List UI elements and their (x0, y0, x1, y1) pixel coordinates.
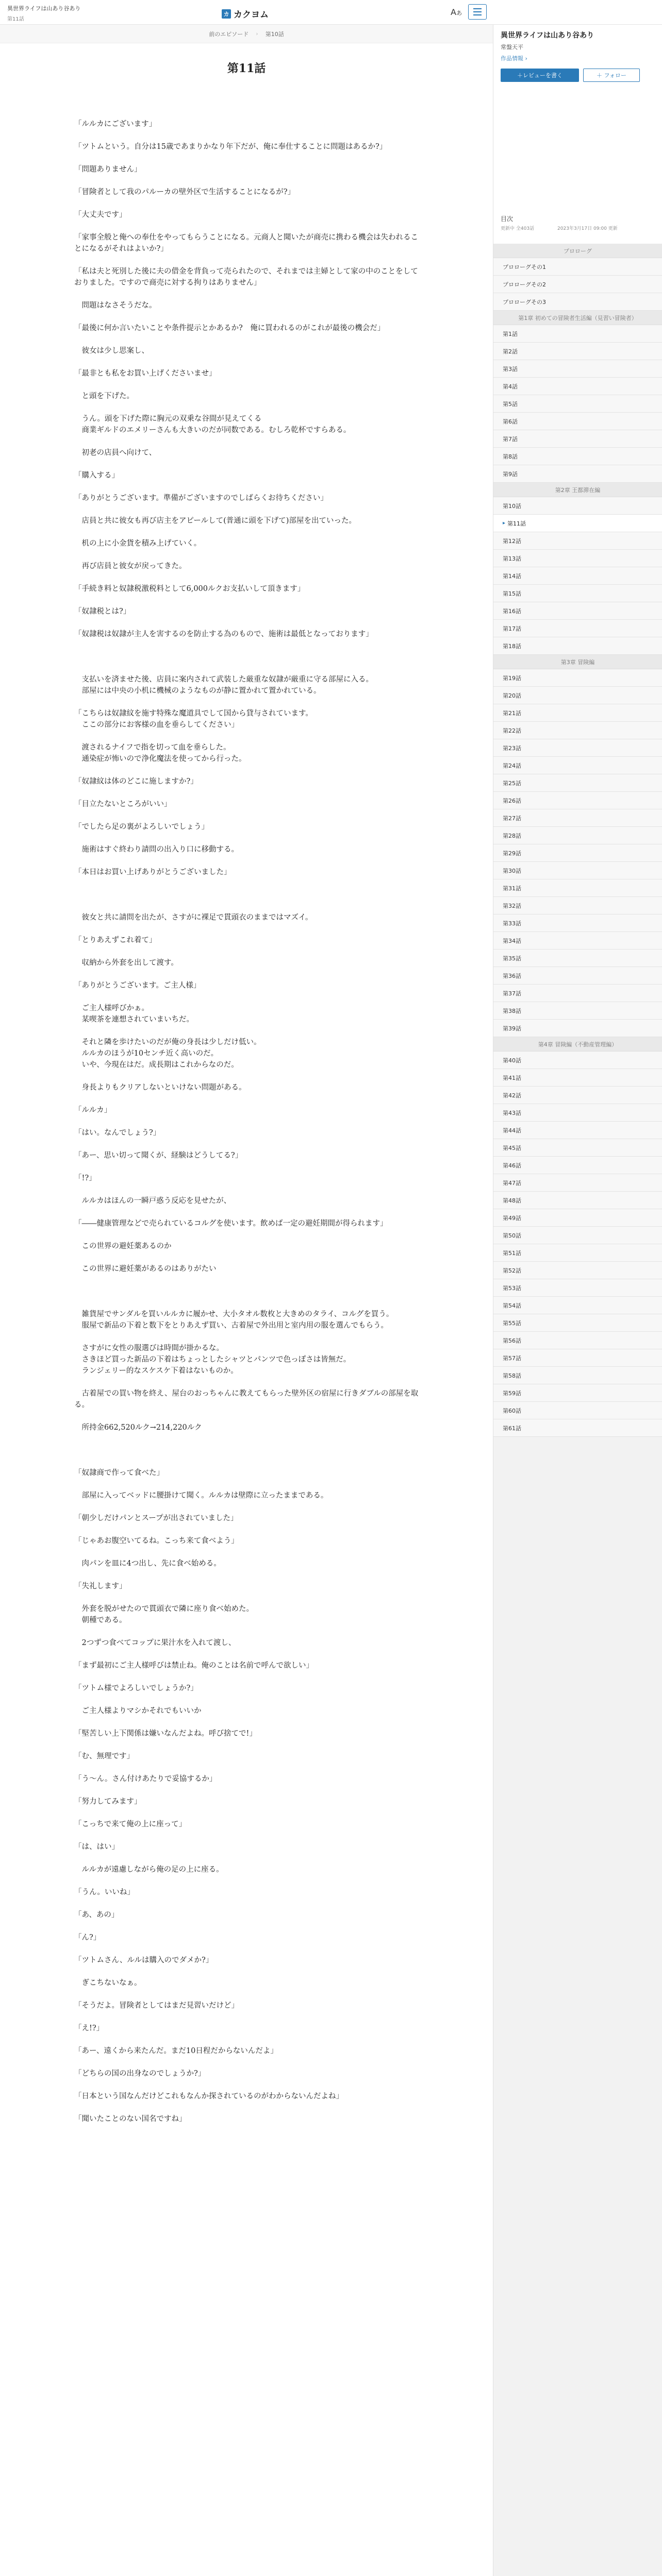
body-paragraph (74, 527, 419, 538)
body-paragraph: ルルカはほんの一瞬戸惑う反応を見せたが、 (74, 1197, 231, 1205)
body-paragraph (74, 878, 419, 889)
body-paragraph: この世界の避妊薬あるのか (74, 1242, 172, 1250)
body-paragraph: 「う～ん。さん付けあたりで妥協するか」 (74, 1775, 217, 1783)
toc-episode-link[interactable]: 第57話 (493, 1349, 662, 1367)
body-paragraph: 服屋で新品の下着と数下をとりあえず買い、古着屋で外出用と室内用の服を選んでもらう。 (74, 1321, 388, 1330)
body-paragraph (74, 255, 419, 266)
toc-episode-link[interactable]: 第5話 (493, 395, 662, 413)
body-paragraph: 「こちらは奴隷紋を施す特殊な魔道具でして国から貸与されています。 (74, 709, 313, 718)
body-paragraph (74, 1184, 419, 1195)
body-paragraph: ランジェリー的なスケスケ下着はないものか。 (74, 1367, 238, 1375)
font-size-toggle[interactable] (451, 7, 462, 17)
body-paragraph: 所持金662,520ルク→214,220ルク (74, 1423, 202, 1432)
body-paragraph: 「!?」 (74, 1174, 96, 1182)
body-paragraph (74, 572, 419, 583)
toc-episode-link[interactable]: 第25話 (493, 774, 662, 792)
body-paragraph (74, 1229, 419, 1241)
body-paragraph: 「問題ありません」 (74, 165, 142, 174)
top-header (0, 0, 662, 25)
body-paragraph: 店員と共に彼女も再び店主をアピールして(普通に頭を下げて)部屋を出ていった。 (74, 517, 356, 525)
body-paragraph (74, 1275, 419, 1286)
body-paragraph: 「あー、思い切って聞くが、経験はどうしてる?」 (74, 1151, 243, 1160)
body-paragraph (74, 175, 419, 187)
body-paragraph (74, 731, 419, 742)
toc-episode-link[interactable]: 第31話 (493, 879, 662, 897)
body-paragraph (74, 379, 419, 391)
body-paragraph: 「最非とも私をお買い上げくださいませ」 (74, 369, 217, 378)
toc-chapter-heading: 第3章 冒険編 (493, 655, 662, 669)
toc-episode-link[interactable]: 第60話 (493, 1402, 662, 1419)
body-paragraph: 「じゃあお腹空いてるね。こっち来て食べよう」 (74, 1537, 239, 1545)
toc-episode-link[interactable]: 第17話 (493, 620, 662, 637)
body-paragraph (74, 1875, 419, 1887)
body-paragraph (74, 1921, 419, 1932)
toc-episode-link[interactable]: 第46話 (493, 1157, 662, 1174)
toc-episode-link[interactable]: 第4話 (493, 378, 662, 395)
episode-body (74, 107, 419, 2576)
body-paragraph: ご主人様よりマシかそれでもいいか (74, 1707, 202, 1715)
toc-episode-link[interactable]: 第36話 (493, 967, 662, 985)
body-paragraph (74, 1286, 419, 1297)
body-paragraph (74, 1853, 419, 1864)
toc-episode-link[interactable]: 第59話 (493, 1384, 662, 1402)
logo-text: カクヨム (234, 10, 269, 20)
body-paragraph: 「――健康管理などで売られているコルグを使います。飲めば一定の避妊期間が得られます」 (74, 1219, 388, 1228)
toc-episode-link[interactable]: 第48話 (493, 1192, 662, 1209)
font-toggle-large: A (451, 7, 456, 17)
header-work-title[interactable]: 異世界ライフは山あり谷あり (7, 5, 81, 12)
toc-episode-link[interactable]: 第45話 (493, 1139, 662, 1157)
body-paragraph: 初老の店員へ向けて、 (74, 449, 157, 457)
body-paragraph: 「奴隷商で作って食べた」 (74, 1469, 164, 1477)
toc-episode-link[interactable]: 第33話 (493, 914, 662, 932)
body-paragraph: 「こっちで来て俺の上に座って」 (74, 1820, 187, 1828)
body-paragraph (74, 640, 419, 651)
body-paragraph (74, 1025, 419, 1037)
body-paragraph: さきほど買った新品の下着はちょっとしたシャツとパンツで色っぽさは皆無だ。 (74, 1355, 351, 1364)
toc-episode-link[interactable]: 第39話 (493, 1020, 662, 1037)
body-paragraph (74, 1739, 419, 1751)
body-paragraph (74, 651, 419, 663)
toc-episode-link[interactable]: 第13話 (493, 550, 662, 567)
sidebar-author[interactable]: 常盤天平 (501, 44, 523, 50)
toc-episode-link[interactable]: 第27話 (493, 809, 662, 827)
body-paragraph (74, 152, 419, 164)
toc-episode-link[interactable]: 第40話 (493, 1052, 662, 1069)
toc-episode-link[interactable]: 第1話 (493, 325, 662, 343)
body-paragraph: 「堅苦しい上下関係は嫌いなんだよね。呼び捨てで!」 (74, 1730, 257, 1738)
toc-heading: 目次 (501, 215, 514, 223)
body-paragraph: 「奴隷税は奴隷が主人を害するのを防止する為のもので、施術は最低となっております」 (74, 630, 373, 638)
body-paragraph: この世界に避妊薬があるのはありがたい (74, 1265, 217, 1273)
body-paragraph: ぎこちないなぁ。 (74, 1979, 142, 1987)
body-paragraph (74, 289, 419, 300)
toc-episode-link[interactable]: 第20話 (493, 687, 662, 704)
body-paragraph: 「奴隷紋は体のどこに施しますか?」 (74, 777, 198, 786)
body-paragraph (74, 2011, 419, 2023)
body-paragraph: 「冒険者として我のパルーカの壁外区で生活することになるが?」 (74, 188, 295, 196)
body-paragraph (74, 946, 419, 957)
toc-episode-link[interactable]: 第10話 (493, 497, 662, 515)
sidebar-work-title[interactable]: 異世界ライフは山あり谷あり (501, 31, 594, 40)
body-paragraph (74, 889, 419, 901)
body-paragraph (74, 1626, 419, 1637)
body-paragraph (74, 901, 419, 912)
body-paragraph (74, 991, 419, 1003)
body-paragraph (74, 810, 419, 821)
body-paragraph: ルルカが遠慮しながら俺の足の上に座る。 (74, 1866, 224, 1874)
toc-episode-link[interactable]: 第43話 (493, 1104, 662, 1122)
body-paragraph (74, 595, 419, 606)
body-paragraph: 「朝少しだけパンとスープが出されていました」 (74, 1514, 238, 1522)
toc-chapter-heading: 第1章 初めての冒険者生活編（見習い冒険者） (493, 311, 662, 325)
toc-episode-link[interactable]: 第34話 (493, 932, 662, 950)
body-paragraph: 収納から外套を出して渡す。 (74, 959, 178, 967)
body-paragraph: 「聞いたことのない国名ですね」 (74, 2115, 187, 2123)
body-paragraph (74, 1966, 419, 1977)
body-paragraph (74, 549, 419, 561)
breadcrumb-separator: › (256, 30, 258, 37)
body-paragraph: 「目立たないところがいい」 (74, 800, 172, 808)
follow-button[interactable]: ＋ フォロー (583, 69, 640, 82)
body-paragraph: 「どちらの国の出身なのでしょうか?」 (74, 2070, 206, 2078)
logo-icon: カ (222, 9, 231, 19)
body-paragraph: ここの部分にお客様の血を垂らしてください」 (74, 721, 239, 729)
body-paragraph: 部屋に入ってベッドに腰掛けて聞く。ルルカは壁際に立ったままである。 (74, 1492, 328, 1500)
body-paragraph (74, 1524, 419, 1535)
body-paragraph (74, 2079, 419, 2091)
body-paragraph: 机の上に小金貨を積み上げていく。 (74, 539, 202, 548)
body-paragraph (74, 765, 419, 776)
header-work-info[interactable] (7, 4, 80, 22)
toc-episode-link[interactable]: 第30話 (493, 862, 662, 879)
toc-episode-link[interactable]: 第22話 (493, 722, 662, 739)
toc-episode-link[interactable]: 第28話 (493, 827, 662, 844)
body-paragraph (74, 1411, 419, 1422)
body-paragraph (74, 1717, 419, 1728)
toc-episode-link[interactable]: 第23話 (493, 739, 662, 757)
breadcrumb-prev[interactable]: 前のエピソード (209, 30, 249, 38)
body-paragraph (74, 1671, 419, 1683)
body-paragraph (74, 311, 419, 323)
kakuyomu-logo[interactable] (222, 7, 269, 20)
body-paragraph (74, 107, 419, 118)
body-paragraph: 2つずつ食べてコップに果汁水を入れて渡し、 (74, 1639, 236, 1647)
toc-episode-link[interactable]: 第49話 (493, 1209, 662, 1227)
toc-episode-link[interactable]: 第14話 (493, 567, 662, 585)
header-episode-label: 第11話 (7, 16, 24, 22)
body-paragraph: 外套を脱がせたので貫頭衣で隣に座り食べ始めた。 (74, 1605, 254, 1613)
body-paragraph (74, 1592, 419, 1603)
write-review-button[interactable]: ＋レビューを書く (501, 69, 579, 82)
body-paragraph: 「購入する」 (74, 471, 119, 480)
toc-episode-link[interactable]: 第29話 (493, 844, 662, 862)
toc-episode-link[interactable]: 第58話 (493, 1367, 662, 1384)
body-paragraph: 「ありがとうございます。準備がございますのでしばらくお待ちください」 (74, 494, 328, 502)
hamburger-icon-line (473, 11, 482, 12)
toc-episode-link[interactable]: 第38話 (493, 1002, 662, 1020)
body-paragraph: 「あー、遠くから来たんだ。まだ10日程だからないんだよ」 (74, 2047, 278, 2055)
body-paragraph: 商業ギルドのエメリーさんも大きいのだが同数である。むしろ乾杯ですらある。 (74, 426, 351, 434)
body-paragraph (74, 1161, 419, 1173)
body-paragraph (74, 357, 419, 368)
font-toggle-small: あ (456, 10, 462, 16)
menu-button[interactable] (468, 4, 487, 20)
toc-episode-link[interactable]: 第41話 (493, 1069, 662, 1087)
body-paragraph (74, 1093, 419, 1105)
body-paragraph: うん。頭を下げた際に胸元の双乗な谷間が見えてくる (74, 415, 262, 423)
body-paragraph: 「む、無理です」 (74, 1752, 134, 1760)
table-of-contents (493, 244, 662, 1437)
toc-episode-link[interactable]: 第47話 (493, 1174, 662, 1192)
breadcrumb-episode[interactable]: 第10話 (265, 30, 284, 38)
body-paragraph: 「でしたら足の裏がよろしいでしょう」 (74, 823, 209, 831)
toc-episode-link[interactable]: プロローグその1 (493, 258, 662, 276)
toc-episode-link[interactable]: 第56話 (493, 1332, 662, 1349)
toc-chapter-heading: 第2章 王都滞在編 (493, 483, 662, 497)
body-paragraph (74, 1456, 419, 1467)
body-paragraph (74, 663, 419, 674)
body-paragraph: 通染症が怖いので浄化魔法を使ってから行った。 (74, 755, 246, 763)
body-paragraph (74, 1445, 419, 1456)
body-paragraph: 朝種である。 (74, 1616, 127, 1624)
body-paragraph: 「ツトムさん、ルルは購入のでダメか?」 (74, 1956, 213, 1964)
body-paragraph (74, 1479, 419, 1490)
toc-episode-link[interactable]: 第61話 (493, 1419, 662, 1437)
toc-chapter-heading: 第4章 冒険編（不動産管理編） (493, 1037, 662, 1052)
toc-episode-link[interactable]: 第52話 (493, 1262, 662, 1279)
sidebar-actions (501, 69, 655, 82)
body-paragraph (74, 198, 419, 209)
toc-episode-link[interactable]: 第19話 (493, 669, 662, 687)
body-paragraph (74, 402, 419, 413)
body-paragraph (74, 1943, 419, 1955)
body-paragraph: さすがに女性の服選びは時間が掛かるな。 (74, 1344, 224, 1352)
body-paragraph (74, 504, 419, 515)
body-paragraph: 「手続き料と奴隷税激税料として6,000ルクお支払いして頂きます」 (74, 585, 305, 593)
episode-title: 第11話 (227, 62, 266, 75)
body-paragraph (74, 617, 419, 629)
toc-episode-link[interactable]: 第37話 (493, 985, 662, 1002)
body-paragraph (74, 1331, 419, 1343)
breadcrumb (0, 25, 493, 43)
toc-episode-link[interactable]: 第18話 (493, 637, 662, 655)
body-paragraph: 「ありがとうございます。ご主人様」 (74, 981, 201, 990)
body-paragraph: 「失礼します」 (74, 1582, 127, 1590)
toc-episode-link[interactable]: 第16話 (493, 602, 662, 620)
body-paragraph: 「努力してみます」 (74, 1798, 142, 1806)
body-paragraph (74, 1071, 419, 1082)
body-paragraph (74, 334, 419, 345)
toc-episode-link[interactable]: 第50話 (493, 1227, 662, 1244)
body-paragraph: 彼女は少し思案し、 (74, 347, 149, 355)
body-paragraph: 肉パンを皿に4つ出し、先に食べ始める。 (74, 1560, 221, 1568)
body-paragraph: 雑貨屋でサンダルを買いルルカに履かせ、大小タオル数枚と大きめのタライ、コルグを買う。 (74, 1310, 394, 1318)
body-paragraph: 「ツトム様でよろしいでしょうか?」 (74, 1684, 198, 1692)
body-paragraph: 身長よりもクリアしないといけない問題がある。 (74, 1083, 246, 1092)
body-paragraph: 某喫茶を連想されていまいちだ。 (74, 1015, 194, 1024)
body-paragraph: 「ツトムという。自分は15歳であまりかなり年下だが、俺に奉仕することに問題はあるか?」 (74, 143, 387, 151)
body-paragraph (74, 2034, 419, 2045)
body-paragraph (74, 2102, 419, 2113)
body-paragraph (74, 459, 419, 470)
toc-episode-link[interactable]: 第44話 (493, 1122, 662, 1139)
body-paragraph (74, 221, 419, 232)
toc-episode-link[interactable]: 第9話 (493, 465, 662, 483)
body-paragraph: 「ルルカ」 (74, 1106, 112, 1114)
body-paragraph: 支払いを済ませた後、店員に案内されて武装した厳重な奴隷が厳重に守る部屋に入る。 (74, 675, 373, 684)
body-paragraph: 「本日はお買い上げありがとうございました」 (74, 868, 231, 876)
body-paragraph (74, 1433, 419, 1445)
body-paragraph (74, 130, 419, 141)
body-paragraph (74, 1377, 419, 1388)
body-paragraph (74, 1139, 419, 1150)
toc-episode-link[interactable]: 第2話 (493, 343, 662, 360)
body-paragraph: 「私は夫と死別した後に夫の借金を背負って売られたので、それまでは主婦として家の中のことをしておりました。ですので商売に対する拘りはありません」 (74, 267, 418, 287)
body-paragraph: 「は、はい」 (74, 1843, 119, 1851)
body-paragraph (74, 1297, 419, 1309)
body-paragraph (74, 833, 419, 844)
toc-episode-link[interactable]: 第26話 (493, 792, 662, 809)
toc-meta: 更新中 全403話 2023年3月17日 09:00 更新 (501, 226, 618, 231)
body-paragraph: 「とりあえずこれ着て」 (74, 936, 157, 944)
toc-chapter-heading: プロローグ (493, 244, 662, 258)
toc-episode-link[interactable]: 第54話 (493, 1297, 662, 1314)
toc-episode-link[interactable]: 第3話 (493, 360, 662, 378)
toc-episode-link[interactable]: 第32話 (493, 897, 662, 914)
body-paragraph: いや、今現在はだ。成長期はこれからなのだ。 (74, 1061, 239, 1069)
toc-episode-link[interactable]: 第7話 (493, 430, 662, 448)
body-paragraph (74, 969, 419, 980)
body-paragraph: 彼女と共に請問を出たが、さすがに裸足で貫頭衣のままではマズイ。 (74, 913, 313, 922)
toc-episode-link[interactable]: 第8話 (493, 448, 662, 465)
body-paragraph: 渡されるナイフで指を切って血を垂らした。 (74, 743, 231, 752)
body-paragraph (74, 1989, 419, 2000)
body-paragraph (74, 1694, 419, 1705)
toc-episode-link[interactable]: 第53話 (493, 1279, 662, 1297)
toc-episode-link[interactable]: 第21話 (493, 704, 662, 722)
sidebar (493, 25, 662, 2576)
body-paragraph (74, 855, 419, 867)
body-paragraph (74, 1785, 419, 1796)
body-paragraph: 「はい。なんでしょう?」 (74, 1129, 161, 1137)
toc-episode-link[interactable]: ▸ 第11話 (493, 515, 662, 532)
body-paragraph (74, 1252, 419, 1263)
body-paragraph: 「家事全般と俺への奉仕をやってもらうことになる。元商人と聞いたが商売に携わる機会は失われることになるがそれはよいか?」 (74, 233, 418, 253)
toc-episode-link[interactable]: 第6話 (493, 413, 662, 430)
work-info-link[interactable]: 作品情報 › (501, 55, 527, 62)
body-paragraph (74, 1501, 419, 1513)
body-paragraph: 「そうだよ。冒険者としてはまだ見習いだけど」 (74, 2002, 239, 2010)
body-paragraph (74, 2057, 419, 2068)
toc-episode-link[interactable]: プロローグその3 (493, 293, 662, 311)
body-paragraph: 「え!?」 (74, 2024, 104, 2032)
body-paragraph (74, 481, 419, 493)
body-paragraph (74, 436, 419, 447)
body-paragraph: 「あ、あの」 (74, 1911, 119, 1919)
body-paragraph: 「大丈夫です」 (74, 211, 127, 219)
body-paragraph (74, 1807, 419, 1819)
body-paragraph: 「ルルカにございます」 (74, 120, 157, 128)
toc-episode-link[interactable]: 第55話 (493, 1314, 662, 1332)
body-paragraph: ご主人様呼びかぁ。 (74, 1004, 149, 1012)
toc-episode-link[interactable]: 第24話 (493, 757, 662, 774)
body-paragraph: 「ん?」 (74, 1934, 101, 1942)
body-paragraph (74, 1569, 419, 1581)
body-paragraph (74, 697, 419, 708)
body-paragraph: 「日本という国なんだけどこれもなんか探されているのがわからないんだよね」 (74, 2092, 343, 2100)
body-paragraph: 「うん。いいね」 (74, 1888, 135, 1896)
main-content (0, 25, 493, 2576)
body-paragraph (74, 1116, 419, 1127)
body-paragraph: 「まず最初にご主人様呼びは禁止ね。俺のことは名前で呼んで欲しい」 (74, 1662, 313, 1670)
body-paragraph (74, 1649, 419, 1660)
body-paragraph: ルルカのほうが10センチ近く高いのだ。 (74, 1049, 219, 1058)
body-paragraph (74, 923, 419, 935)
body-paragraph (74, 1762, 419, 1773)
toc-episode-link[interactable]: 第51話 (493, 1244, 662, 1262)
body-paragraph: と頭を下げた。 (74, 392, 134, 400)
toc-episode-link[interactable]: 第12話 (493, 532, 662, 550)
body-paragraph: 古着屋での買い物を終え、屋台のおっちゃんに教えてもらった壁外区の宿屋に行きダブルの部屋を取る。 (74, 1389, 419, 1409)
body-paragraph: 施術はすぐ終わり請問の出入り口に移動する。 (74, 845, 239, 854)
body-paragraph: 「最後に何か言いたいことや条件提示とかあるか? 俺に買われるのがこれが最後の機会だ」 (74, 324, 385, 332)
toc-episode-link[interactable]: プロローグその2 (493, 276, 662, 293)
body-paragraph: それと隣を歩けたいのだが俺の身長は少しだけ低い。 (74, 1038, 261, 1046)
body-paragraph (74, 1207, 419, 1218)
body-paragraph: 問題はなさそうだな。 (74, 301, 157, 310)
toc-episode-link[interactable]: 第42話 (493, 1087, 662, 1104)
body-paragraph (74, 1830, 419, 1841)
body-paragraph (74, 1898, 419, 1909)
body-paragraph: 再び店員と彼女が戻ってきた。 (74, 562, 187, 570)
sidebar-work-card (493, 25, 662, 244)
body-paragraph: 部屋には中央の小机に機械のようなものが静に置かれて置かれている。 (74, 687, 321, 695)
toc-episode-link[interactable]: 第35話 (493, 950, 662, 967)
hamburger-icon (473, 8, 482, 9)
body-paragraph (74, 1547, 419, 1558)
body-paragraph: 「奴隷税とは?」 (74, 607, 131, 616)
hamburger-icon-line (473, 14, 482, 15)
toc-episode-link[interactable]: 第15話 (493, 585, 662, 602)
body-paragraph (74, 787, 419, 799)
